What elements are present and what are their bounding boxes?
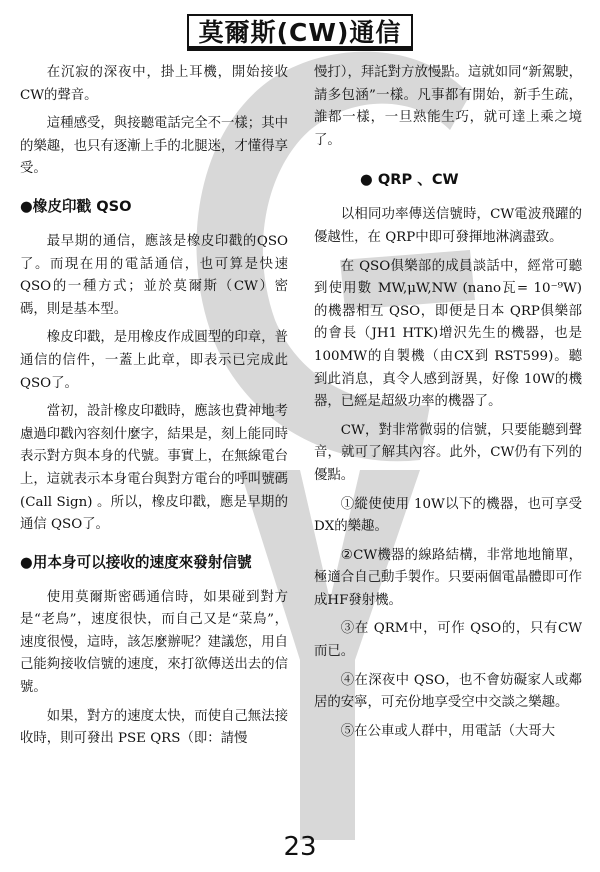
- page-title: 莫爾斯(CW)通信: [187, 14, 413, 48]
- section-heading: ● QRP 、CW: [360, 171, 459, 189]
- paragraph: ①縱使使用 10W以下的機器，也可享受DX的樂趣。: [314, 496, 582, 535]
- paragraph: ②CW機器的線路結構，非常地地簡單，極適合自己動手製作。只要兩個電晶體即可作成HF發射機。: [314, 547, 582, 608]
- left-column: [20, 62, 288, 822]
- paragraph: 橡皮印戳，是用橡皮作成圓型的印章，普通信的信件，一蓋上此章，即表示已完成此 QSO了。: [20, 330, 288, 391]
- section-heading: ●用本身可以接收的速度來發射信號: [20, 553, 252, 571]
- paragraph: ④在深夜中 QSO，也不會妨礙家人或鄰居的安寧，可充份地享受空中交談之樂趣。: [314, 672, 582, 711]
- paragraph: 當初，設計橡皮印戳時，應該也費神地考慮過印戳內容刻什麼字，結果是，刻上能同時表示對方與本身的代號。事實上，在無線電台上，這就表示本身電台與對方電台的呼叫號碼(Call Sign) 。所以，橡皮印戳，應是早期的通信 QSO了。: [20, 404, 288, 533]
- right-column: [314, 62, 582, 822]
- paragraph-continued: 慢打），拜託對方放慢點。這就如同“新駕駛，請多包涵”一樣。凡事都有開始，新手生疏，誰都一樣，一旦熟能生巧，就可達上乘之境了。: [314, 65, 582, 148]
- paragraph: 如果，對方的速度太快，而使自己無法接收時，則可發出 PSE QRS（即：請慢: [20, 708, 288, 747]
- paragraph: 以相同功率傳送信號時，CW電波飛躍的優越性，在 QRP中即可發揮地淋漓盡致。: [314, 207, 582, 245]
- section-heading: ●橡皮印戳 QSO: [20, 197, 132, 215]
- paragraph: 使用莫爾斯密碼通信時，如果碰到對方是“老鳥”，速度很快，而自己又是“菜鳥”，速度很慢，這時，該怎麼辦呢？建議您，用自己能夠接收信號的速度，來打欲傳送出去的信號。: [20, 589, 288, 696]
- paragraph: ③在 QRM中，可作 QSO的，只有CW而已。: [314, 621, 582, 660]
- paragraph: ⑤在公車或人群中，用電話（大哥大: [340, 723, 556, 739]
- paragraph: 這種感受，與接聽電話完全不一樣；其中的樂趣，也只有逐漸上手的北腿迷，才懂得享受。: [20, 116, 288, 177]
- page-number: 23: [283, 832, 317, 862]
- paragraph: 在沉寂的深夜中，掛上耳機，開始接收CW的聲音。: [20, 65, 288, 103]
- paragraph: 在 QSO俱樂部的成員談話中，經常可聽到使用數 MW,μW,NW (nano瓦= 10⁻⁹W)的機器相互 QSO，即便是日本 QRP俱樂部的會長（JH1 HTK)增沢先生的機器，也是100MW的自製機（由CX到 RST599)。聽到此消息，真令人感到訝異，好像 10W的機器，已經是超級功率的機器了。: [314, 258, 582, 410]
- paragraph: CW，對非常微弱的信號，只要能聽到聲音，就可了解其內容。此外，CW仍有下列的優點。: [314, 422, 582, 483]
- paragraph: 最早期的通信，應該是橡皮印戳的QSO了。而現在用的電話通信，也可算是快速 QSO的一種方式；並於莫爾斯（CW）密碼，則是基本型。: [20, 233, 288, 317]
